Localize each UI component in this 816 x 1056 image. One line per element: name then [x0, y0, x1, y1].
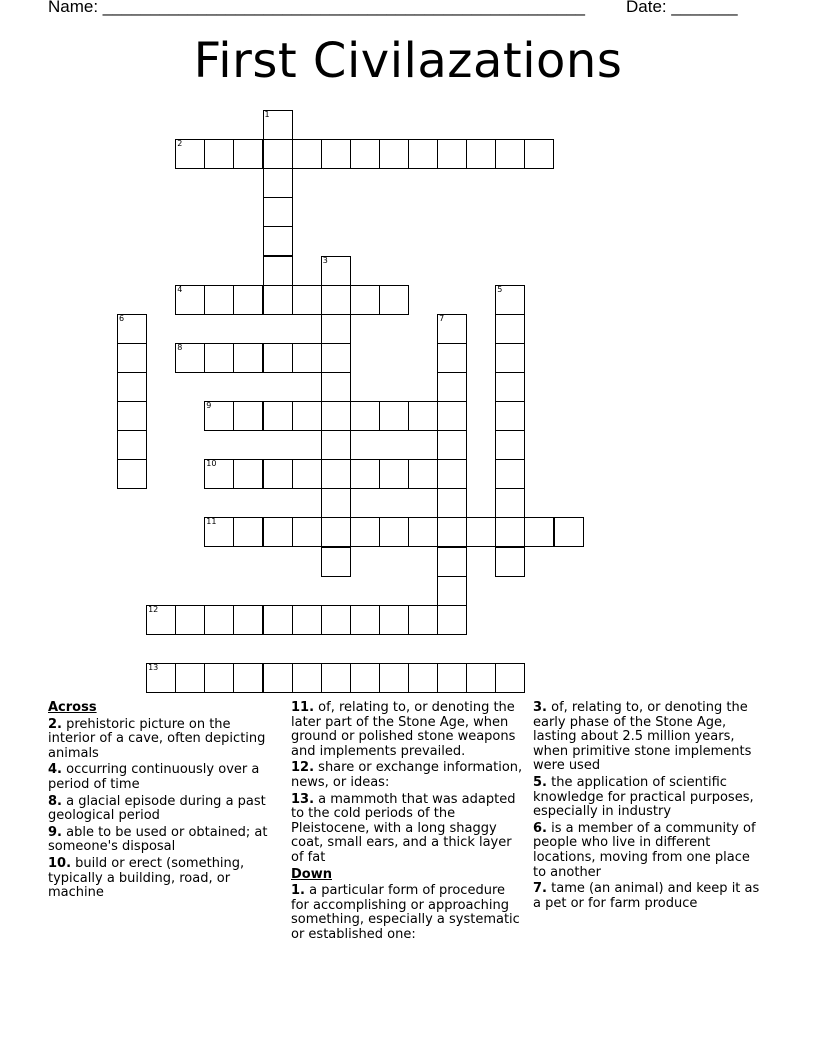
crossword-cell[interactable]: [233, 605, 263, 635]
crossword-cell[interactable]: [379, 517, 409, 547]
crossword-cell[interactable]: [495, 139, 525, 169]
crossword-cell[interactable]: [263, 256, 293, 286]
crossword-cell[interactable]: [437, 372, 467, 402]
crossword-cell[interactable]: [321, 401, 351, 431]
across-clue: 9. able to be used or obtained; at someone's disposal: [48, 824, 268, 855]
crossword-cell[interactable]: [233, 343, 263, 373]
crossword-cell[interactable]: [321, 605, 351, 635]
crossword-cell[interactable]: [117, 401, 147, 431]
crossword-cell[interactable]: [204, 517, 234, 547]
crossword-cell[interactable]: [233, 401, 263, 431]
crossword-cell[interactable]: [117, 314, 147, 344]
crossword-cell[interactable]: [175, 605, 205, 635]
crossword-cell[interactable]: [204, 139, 234, 169]
crossword-cell[interactable]: [408, 459, 438, 489]
crossword-cell[interactable]: [263, 197, 293, 227]
crossword-cell[interactable]: [204, 459, 234, 489]
crossword-cell[interactable]: [466, 139, 496, 169]
crossword-cell[interactable]: [233, 517, 263, 547]
crossword-cell[interactable]: [350, 139, 380, 169]
crossword-cell[interactable]: [437, 517, 467, 547]
crossword-cell[interactable]: [408, 663, 438, 693]
crossword-cell[interactable]: [263, 517, 293, 547]
clue-number: 7: [439, 313, 445, 323]
crossword-cell[interactable]: [321, 488, 351, 518]
crossword-cell[interactable]: [350, 285, 380, 315]
crossword-cell[interactable]: [292, 343, 322, 373]
crossword-cell[interactable]: [117, 343, 147, 373]
crossword-cell[interactable]: [233, 139, 263, 169]
crossword-cell[interactable]: [524, 517, 554, 547]
crossword-cell[interactable]: [379, 605, 409, 635]
crossword-cell[interactable]: [350, 459, 380, 489]
crossword-cell[interactable]: [204, 285, 234, 315]
clue-number: 9: [206, 401, 212, 410]
crossword-cell[interactable]: [495, 285, 525, 315]
puzzle-title: First Civilazations: [193, 33, 623, 89]
clue-number: 13: [148, 662, 159, 672]
crossword-cell[interactable]: [524, 139, 554, 169]
crossword-cell[interactable]: [233, 285, 263, 315]
crossword-cell[interactable]: [437, 663, 467, 693]
crossword-cell[interactable]: [292, 285, 322, 315]
clue-number: 10: [206, 459, 217, 469]
clue-number: 5: [497, 284, 503, 294]
crossword-cell[interactable]: [379, 285, 409, 315]
crossword-cell[interactable]: [437, 488, 467, 518]
crossword-cell[interactable]: [495, 372, 525, 402]
crossword-cell[interactable]: [350, 605, 380, 635]
crossword-cell[interactable]: [495, 314, 525, 344]
crossword-cell[interactable]: [204, 605, 234, 635]
crossword-cell[interactable]: [263, 663, 293, 693]
down-clue: 5. the application of scientific knowledge for practical purposes, especially in industry: [533, 774, 754, 820]
crossword-cell[interactable]: [233, 459, 263, 489]
crossword-cell[interactable]: [233, 663, 263, 693]
crossword-cell[interactable]: [379, 401, 409, 431]
crossword-cell[interactable]: [437, 430, 467, 460]
crossword-cell[interactable]: [204, 343, 234, 373]
crossword-cell[interactable]: [263, 605, 293, 635]
clue-column-2: [291, 701, 523, 945]
crossword-cell[interactable]: [175, 285, 205, 315]
down-clue: 3. of, relating to, or denoting the early phase of the Stone Age, lasting about 2.5 million years, when primitive stone implements were used: [533, 700, 752, 774]
crossword-cell[interactable]: [321, 663, 351, 693]
crossword-cell[interactable]: [466, 663, 496, 693]
clue-number: 8: [177, 342, 183, 352]
crossword-cell[interactable]: [321, 547, 351, 577]
crossword-cell[interactable]: [146, 663, 176, 693]
down-clue: 6. is a member of a community of people who live in different locations, moving from one place to another: [533, 820, 756, 880]
crossword-cell[interactable]: [350, 517, 380, 547]
crossword-cell[interactable]: [495, 488, 525, 518]
crossword-cell[interactable]: [495, 663, 525, 693]
crossword-cell[interactable]: [263, 343, 293, 373]
crossword-cell[interactable]: [204, 401, 234, 431]
crossword-cell[interactable]: [408, 139, 438, 169]
crossword-cell[interactable]: [292, 139, 322, 169]
crossword-cell[interactable]: [437, 139, 467, 169]
crossword-cell[interactable]: [321, 343, 351, 373]
across-clue: 10. build or erect (something, typically a building, road, or machine: [48, 855, 245, 901]
crossword-cell[interactable]: [408, 401, 438, 431]
crossword-cell[interactable]: [292, 459, 322, 489]
crossword-cell[interactable]: [263, 459, 293, 489]
crossword-cell[interactable]: [350, 663, 380, 693]
name-field-label: Name: ___________________________________________________: [48, 0, 585, 16]
crossword-cell[interactable]: [292, 663, 322, 693]
clue-number: 6: [119, 313, 125, 323]
crossword-cell[interactable]: [321, 285, 351, 315]
across-clue: 11. of, relating to, or denoting the later part of the Stone Age, when ground or polished stone weapons and implements prevailed.: [291, 700, 516, 759]
crossword-cell[interactable]: [437, 459, 467, 489]
clue-column-3: [533, 701, 765, 913]
crossword-cell[interactable]: [263, 110, 293, 140]
crossword-cell[interactable]: [321, 430, 351, 460]
down-heading: Down: [291, 866, 332, 882]
crossword-cell[interactable]: [495, 459, 525, 489]
crossword-cell[interactable]: [437, 343, 467, 373]
crossword-cell[interactable]: [437, 314, 467, 344]
crossword-cell[interactable]: [554, 517, 584, 547]
crossword-cell[interactable]: [263, 139, 293, 169]
crossword-cell[interactable]: [495, 517, 525, 547]
clue-number: 4: [177, 284, 183, 294]
crossword-cell[interactable]: [321, 459, 351, 489]
crossword-cell[interactable]: [379, 459, 409, 489]
crossword-cell[interactable]: [408, 517, 438, 547]
crossword-cell[interactable]: [146, 605, 176, 635]
across-clue: 12. share or exchange information, news, or ideas:: [291, 760, 523, 790]
clue-column-1: [48, 701, 280, 903]
crossword-cell[interactable]: [437, 401, 467, 431]
crossword-cell[interactable]: [321, 139, 351, 169]
clue-number: 2: [177, 139, 183, 149]
crossword-cell[interactable]: [292, 401, 322, 431]
crossword-cell[interactable]: [437, 547, 467, 577]
crossword-cell[interactable]: [350, 401, 380, 431]
down-clue: 1. a particular form of procedure for accomplishing or approaching something, especially a systematic or established one:: [291, 883, 520, 942]
crossword-cell[interactable]: [292, 605, 322, 635]
across-clue: 2. prehistoric picture on the interior of a cave, often depicting animals: [48, 716, 266, 761]
crossword-cell[interactable]: [263, 285, 293, 315]
across-clue: 8. a glacial episode during a past geological period: [48, 793, 266, 824]
crossword-cell[interactable]: [263, 168, 293, 198]
crossword-cell[interactable]: [263, 226, 293, 256]
crossword-cell[interactable]: [175, 343, 205, 373]
clue-number: 1: [264, 110, 270, 119]
crossword-cell[interactable]: [379, 663, 409, 693]
crossword-cell[interactable]: [263, 401, 293, 431]
date-field-label: Date: _______: [626, 0, 738, 16]
crossword-cell[interactable]: [321, 314, 351, 344]
crossword-cell[interactable]: [495, 430, 525, 460]
crossword-cell[interactable]: [292, 517, 322, 547]
crossword-cell[interactable]: [466, 517, 496, 547]
clue-number: 3: [322, 255, 328, 265]
clue-number: 12: [148, 604, 159, 614]
crossword-cell[interactable]: [117, 430, 147, 460]
across-clue: 13. a mammoth that was adapted to the cold periods of the Pleistocene, with a long shaggy coat, small ears, and a thick layer of fat: [291, 791, 516, 865]
crossword-cell[interactable]: [117, 372, 147, 402]
down-clue: 7. tame (an animal) and keep it as a pet or for farm produce: [533, 881, 760, 911]
crossword-cell[interactable]: [321, 256, 351, 286]
clue-number: 11: [206, 517, 217, 527]
crossword-cell[interactable]: [379, 139, 409, 169]
crossword-cell[interactable]: [175, 139, 205, 169]
crossword-cell[interactable]: [408, 605, 438, 635]
across-clue: 4. occurring continuously over a period of time: [48, 762, 260, 792]
crossword-cell[interactable]: [321, 372, 351, 402]
crossword-cell[interactable]: [495, 343, 525, 373]
across-heading: Across: [48, 700, 97, 715]
crossword-cell[interactable]: [495, 401, 525, 431]
crossword-cell[interactable]: [321, 517, 351, 547]
crossword-cell[interactable]: [175, 663, 205, 693]
crossword-cell[interactable]: [437, 605, 467, 635]
crossword-cell[interactable]: [117, 459, 147, 489]
crossword-cell[interactable]: [495, 547, 525, 577]
crossword-cell[interactable]: [437, 576, 467, 606]
crossword-cell[interactable]: [204, 663, 234, 693]
